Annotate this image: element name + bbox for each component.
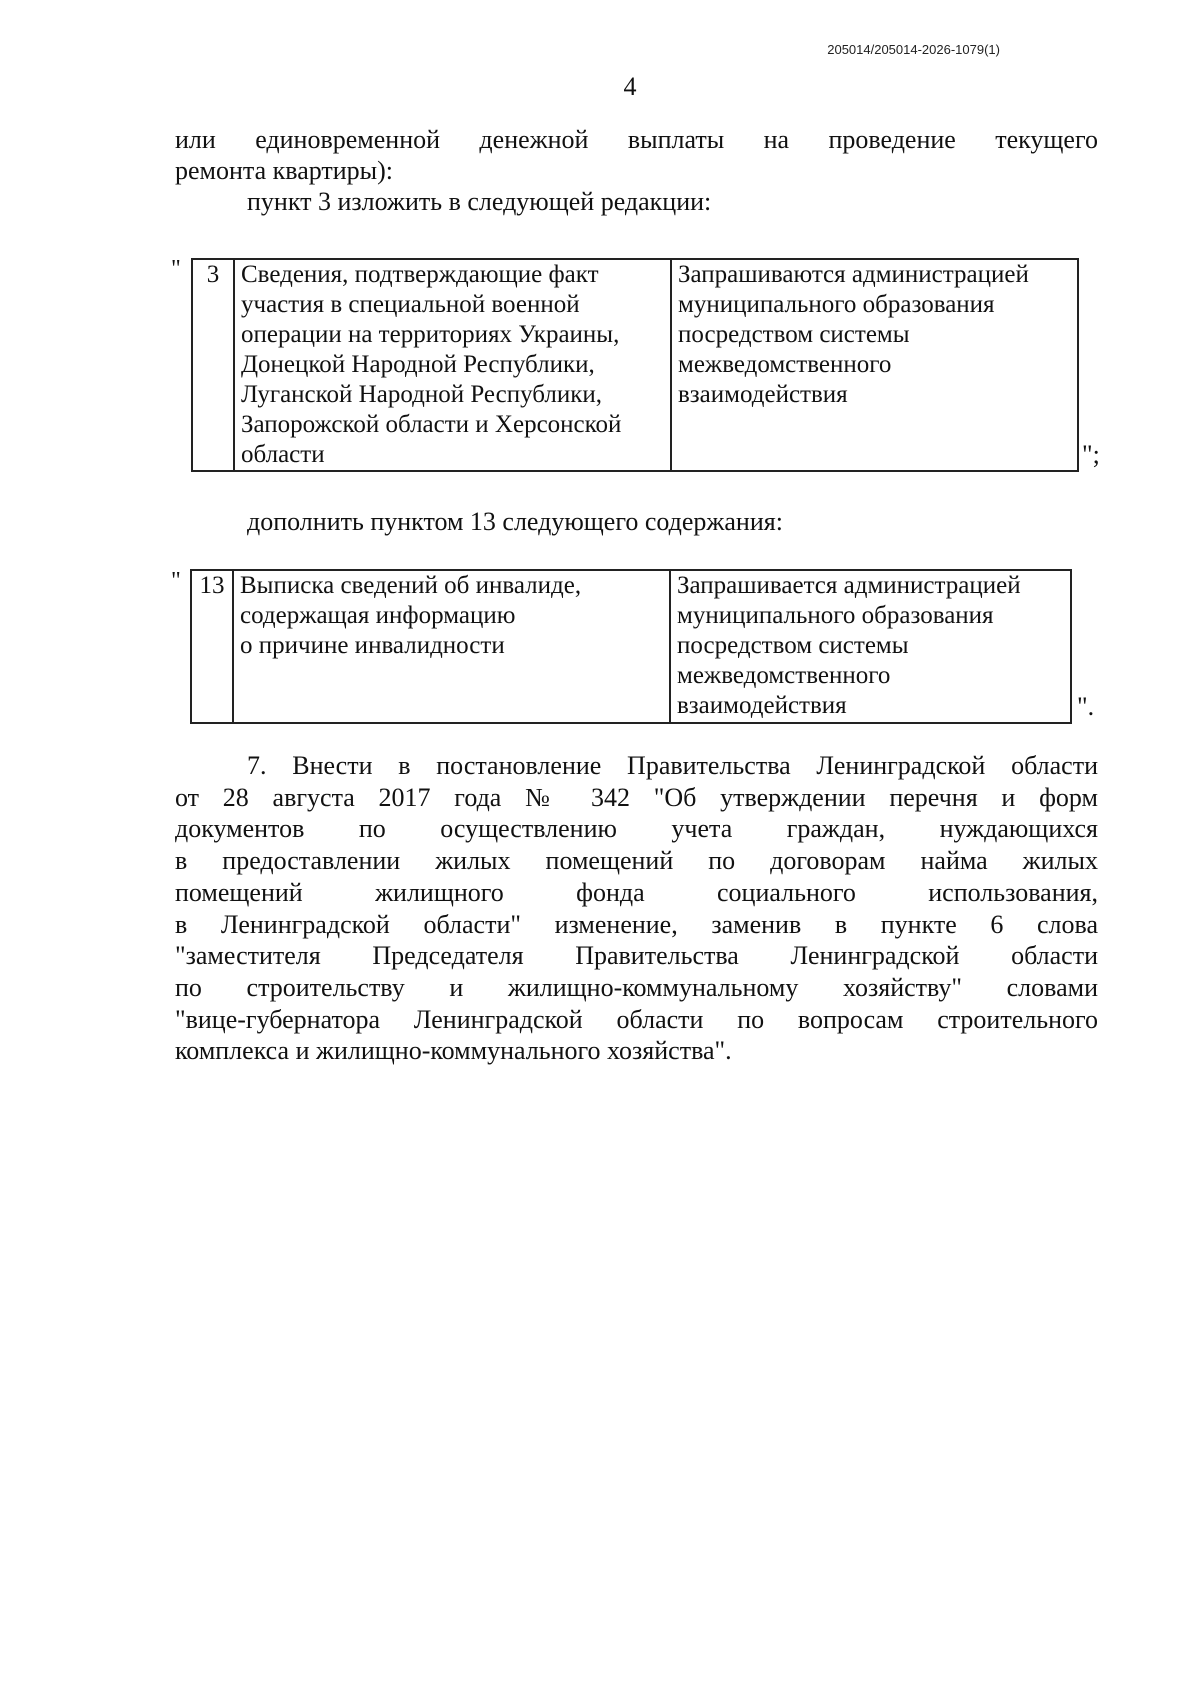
table2-source-line: взаимодействия [677, 692, 847, 719]
table1-document-line: области [241, 441, 325, 468]
table2-source-line: Запрашивается администрацией [677, 572, 1021, 599]
paragraph-7-line: помещений жилищного фонда социального использования, [175, 877, 1098, 907]
intro-text [175, 124, 1098, 217]
table2-row-number: 13 [191, 570, 233, 723]
paragraph-7-line: документов по осуществлению учета граждан, нуждающихся [175, 814, 1098, 844]
table2-document-line: Выписка сведений об инвалиде, [240, 572, 582, 599]
table1-document-line: Луганской Народной Республики, [241, 381, 602, 408]
paragraph-7-line: по строительству и жилищно-коммунальному хозяйству" словами [175, 972, 1098, 1002]
table1-document-cell [234, 259, 671, 471]
paragraph-7-line: "заместителя Председателя Правительства Ленинградской области [175, 941, 1098, 971]
table1-document-line: Сведения, подтверждающие факт [241, 261, 599, 288]
amendment-table-point-3 [191, 258, 1079, 472]
table2-document-cell [233, 570, 670, 723]
table1-open-quote: " [171, 256, 181, 282]
table2-source-cell [670, 570, 1071, 723]
paragraph-7-line: в предоставлении жилых помещений по договорам найма жилых [175, 846, 1098, 876]
paragraph-7-line: "вице-губернатора Ленинградской области по вопросам строительного [175, 1004, 1098, 1034]
table1-document-line: Донецкой Народной Республики, [241, 351, 595, 378]
table1-source-line: взаимодействия [678, 381, 848, 408]
intro-line-2: ремонта квартиры): [175, 156, 394, 185]
table1-source-cell [671, 259, 1078, 471]
table1-source-line: муниципального образования [678, 291, 995, 318]
table-row [192, 259, 1078, 471]
table1-row-number: 3 [192, 259, 234, 471]
table2-open-quote: " [171, 568, 181, 594]
table1-document-line: операции на территориях Украины, [241, 321, 620, 348]
table2-document-line: содержащая информацию [240, 602, 516, 629]
table2-close-mark: ". [1077, 692, 1095, 721]
table1-close-mark: "; [1082, 440, 1100, 469]
instruction-point-3: пункт 3 изложить в следующей редакции: [247, 187, 712, 216]
table1-document-line: Запорожской области и Херсонской [241, 411, 622, 438]
table-row [191, 570, 1071, 723]
intro-line-1: или единовременной денежной выплаты на проведение текущего [175, 125, 1098, 154]
table2-source-line: посредством системы [677, 632, 909, 659]
table2-source-line: межведомственного [677, 662, 891, 689]
document-id: 205014/205014-2026-1079(1) [827, 42, 1000, 57]
paragraph-7-line: 7. Внести в постановление Правительства Ленинградской области [247, 751, 1098, 780]
paragraph-7-line: от 28 августа 2017 года № 342 "Об утверждении перечня и форм [175, 782, 1098, 812]
paragraph-7-line: в Ленинградской области" изменение, заменив в пункте 6 слова [175, 909, 1098, 939]
table1-document-line: участия в специальной военной [241, 291, 580, 318]
paragraph-7 [175, 750, 1098, 1067]
table2-document-line: о причине инвалидности [240, 632, 505, 659]
amendment-table-point-13 [190, 569, 1072, 724]
table2-source-line: муниципального образования [677, 602, 994, 629]
instruction-point-13: дополнить пунктом 13 следующего содержания: [247, 507, 783, 536]
paragraph-7-line: комплекса и жилищно-коммунального хозяйства". [175, 1036, 732, 1066]
table1-source-line: Запрашиваются администрацией [678, 261, 1029, 288]
page-number: 4 [623, 72, 637, 101]
table1-source-line: посредством системы [678, 321, 910, 348]
table1-source-line: межведомственного [678, 351, 892, 378]
